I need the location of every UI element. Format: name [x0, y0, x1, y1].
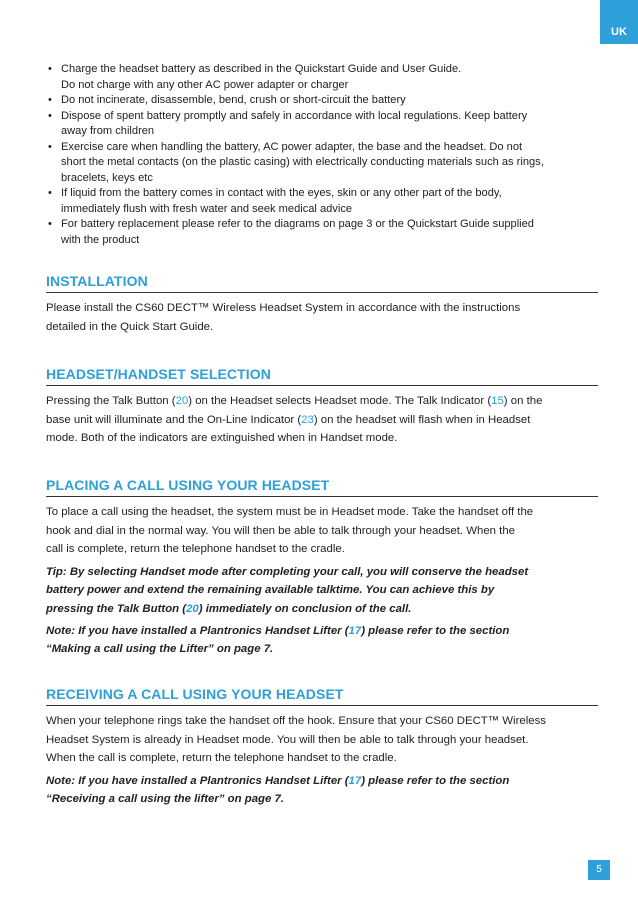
talk-button-ref: 20 — [175, 395, 189, 407]
selection-text: Pressing the Talk Button (20) on the Headset selects Headset mode. The Talk Indicator (15) on the base unit will illuminate and the On-Line Indicator (23) on the headset will flash when in Headset mode. Both of the indicators are extinguished when in Handset mode. — [46, 395, 543, 445]
list-item: • Dispose of spent battery promptly and safely in accordance with local regulations. Keep battery away from children — [48, 109, 608, 140]
page-number: 5 — [588, 860, 610, 880]
talk-button-ref: 20 — [186, 602, 199, 615]
receiving-note: Note: If you have installed a Plantronics Handset Lifter (17) please refer to the section “Receiving a call using the lifter” on page 7. — [46, 774, 510, 806]
language-tab — [600, 0, 638, 44]
list-item: • Charge the headset battery as described in the Quickstart Guide and User Guide. Do not charge with any other AC power adapter or charger — [48, 62, 608, 93]
battery-safety-list — [48, 62, 608, 248]
placing-heading: PLACING A CALL USING YOUR HEADSET — [46, 476, 598, 497]
handset-lifter-ref: 17 — [348, 624, 362, 637]
selection-heading: HEADSET/HANDSET SELECTION — [46, 365, 598, 386]
talk-indicator-ref: 15 — [491, 395, 504, 407]
placing-text: To place a call using the headset, the system must be in Headset mode. Take the handset off the hook and dial in the normal way. You will then be able to talk through your headset. When the call is complete, return the telephone handset to the cradle. — [46, 506, 534, 556]
list-item: • If liquid from the battery comes in contact with the eyes, skin or any other part of the body, immediately flush with fresh water and seek medical advice — [48, 186, 608, 217]
receiving-section — [46, 685, 598, 812]
placing-tip: Tip: By selecting Handset mode after completing your call, you will conserve the headset battery power and extend the remaining available talktime. You can achieve this by pressing the Talk Button (20) immediately on conclusion of the call. — [46, 565, 529, 615]
placing-note: Note: If you have installed a Plantronics Handset Lifter (17) please refer to the section “Making a call using the Lifter” on page 7. — [46, 624, 510, 656]
selection-section — [46, 365, 598, 452]
receiving-heading: RECEIVING A CALL USING YOUR HEADSET — [46, 685, 598, 706]
language-tab-label: UK — [611, 26, 627, 38]
list-item: • Do not incinerate, disassemble, bend, crush or short-circuit the battery — [48, 93, 608, 109]
installation-heading: INSTALLATION — [46, 272, 598, 293]
list-item: • Exercise care when handling the battery, AC power adapter, the base and the headset. Do not short the metal contacts (on the plastic casing) with electrically conducting materials such as rings, bracelets, keys etc — [48, 140, 608, 187]
online-indicator-ref: 23 — [301, 413, 314, 426]
installation-text: Please install the CS60 DECT™ Wireless Headset System in accordance with the instructions detailed in the Quick Start Guide. — [46, 302, 521, 333]
installation-section — [46, 272, 598, 340]
handset-lifter-ref: 17 — [348, 774, 362, 787]
list-item: • For battery replacement please refer to the diagrams on page 3 or the Quickstart Guide supplied with the product — [48, 217, 608, 248]
placing-section — [46, 476, 598, 662]
receiving-text: When your telephone rings take the handset off the hook. Ensure that your CS60 DECT™ Wireless Headset System is already in Headset mode. You will then be able to talk through your headset. When the call is complete, return the telephone handset to the cradle. — [46, 715, 546, 765]
